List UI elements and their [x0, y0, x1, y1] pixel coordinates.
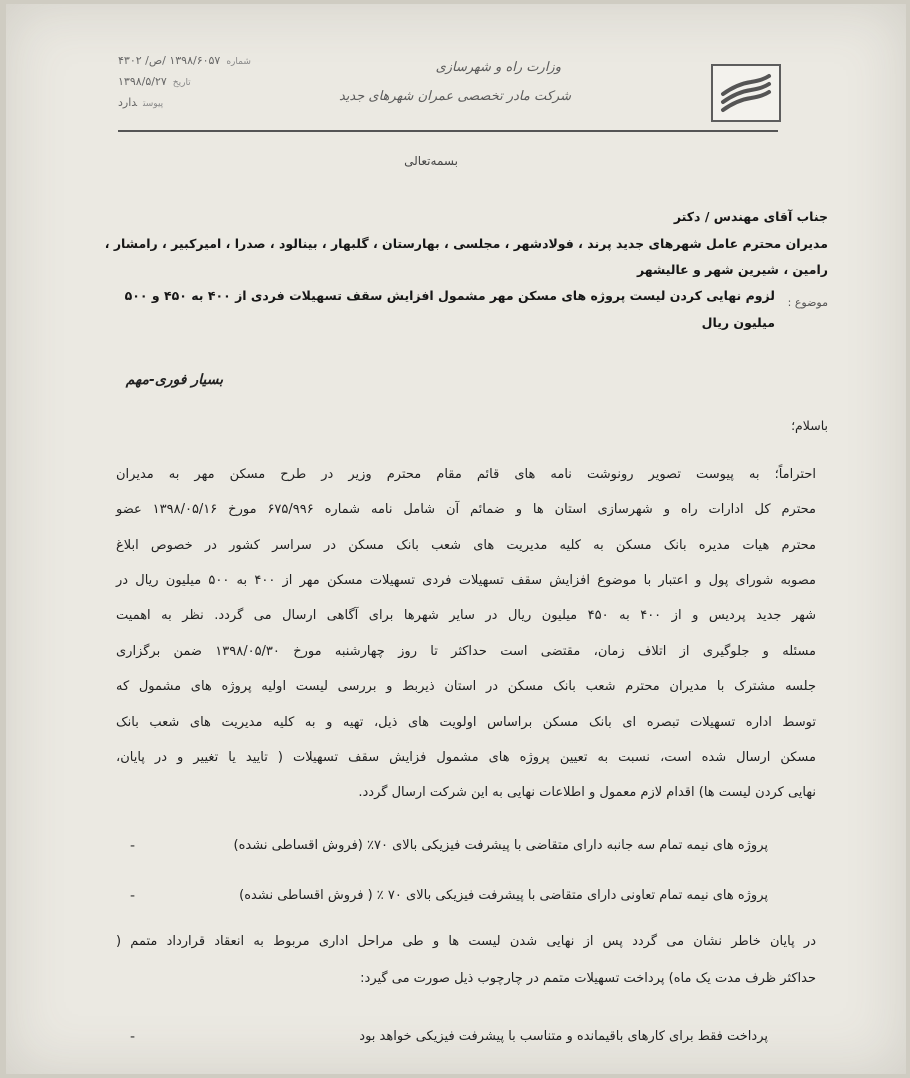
recipient-list: مدیران محترم عامل شهرهای جدید پرند ، فولادشهر ، مجلسی ، بهارستان ، گلبهار ، بینالود ، صدرا ، امیرکبیر ، رامشار ،	[104, 236, 828, 251]
closing-line: در پایان خاطر نشان می گردد پس از نهایی شدن لیست ها و طی مراحل اداری مربوط به انعقاد قرارداد متمم (	[116, 934, 816, 949]
ministry-name: وزارت راه و شهرسازی	[435, 60, 561, 75]
letter-number	[118, 54, 251, 67]
body-line: توسط اداره تسهیلات تبصره ای بانک مسکن براساس اولویت های ذیل، تهیه و به کلیه مدیریت های شعب بانک	[116, 715, 816, 730]
body-line: مصوبه شورای پول و اعتبار با موضوع افزایش سقف تسهیلات فردی تسهیلات مسکن مهر از ۴۰۰ به ۵۰۰ میلیون ریال در	[116, 573, 816, 588]
bullet-dash: -	[130, 1029, 136, 1045]
body-line: جلسه مشترک با مدیران محترم شعب بانک مسکن در استان ذیربط و بررسی لیست اولیه پروژه های مشمول که	[116, 679, 816, 694]
closing-line: حداکثر ظرف مدت یک ماه) پرداخت تسهیلات متمم در چارچوب ذیل صورت می گیرد:	[360, 971, 816, 986]
subject-label: موضوع :	[787, 296, 828, 309]
letter-number-label: شماره	[226, 57, 251, 67]
letter-date-label: تاریخ	[172, 78, 191, 88]
body-line: شهر جدید پردیس و از ۴۰۰ به ۴۵۰ میلیون ریال در سایر شهرها برای آگاهی ارسال می گردد. نظر به اهمیت	[116, 608, 816, 623]
bullet-dash: -	[130, 838, 136, 854]
urgency-note: بسیار فوری-مهم	[125, 372, 223, 388]
body-line: مسکن ارسال شده است، نسبت به تعیین پروژه های مشمول فزایش سقف تسهیلات ( تایید یا تغییر و در پایان،	[116, 750, 816, 765]
letter-date	[118, 75, 191, 88]
letter-attachment-value: دارد	[118, 96, 138, 109]
letter-attachment	[118, 96, 163, 109]
recipient-title: جناب آقای مهندس / دکتر	[673, 209, 828, 224]
recipient-list-continued: رامین ، شیرین شهر و عالیشهر	[636, 262, 828, 277]
greeting: باسلام؛	[791, 418, 828, 433]
letter-attachment-label: پیوست	[143, 99, 164, 109]
body-line: محترم کل ادارات راه و شهرسازی استان ها و ضمائم آن شامل نامه شماره ۶۷۵/۹۹۶ مورخ ۱۳۹۸/۰۵/۱۶ عضو	[116, 502, 816, 517]
bullet-dash: -	[130, 888, 136, 904]
subject-text-continued: میلیون ریال	[701, 315, 775, 330]
company-name: شرکت مادر تخصصی عمران شهرهای جدید	[338, 89, 571, 104]
letter-date-value: ۱۳۹۸/۵/۲۷	[118, 75, 167, 88]
company-logo	[711, 64, 781, 122]
subject-text: لزوم نهایی کردن لیست پروژه های مسکن مهر مشمول افزایش سقف تسهیلات فردی از ۴۰۰ به ۴۵۰ و ۵۰۰	[124, 288, 775, 303]
body-line: مسئله و جلوگیری از اتلاف زمان، مقتضی است حداکثر تا روز چهارشنبه مورخ ۱۳۹۸/۰۵/۳۰ ضمن برگزاری	[116, 644, 817, 659]
bismillah: بسمه‌تعالی	[404, 154, 458, 168]
body-line: محترم هیات مدیره بانک مسکن به کلیه مدیریت های شعب بانک مسکن در سراسر کشور در خصوص ابلاغ	[116, 538, 816, 553]
letter-number-value: ۱۳۹۸/۶۰۵۷ /ص/ ۴۳۰۲	[118, 54, 221, 67]
body-line: احتراماً؛ به پیوست تصویر رونوشت نامه های قائم مقام محترم وزیر در طرح مسکن مهر به مدیران	[116, 467, 816, 482]
priority-item: پروژه های نیمه تمام سه جانبه دارای متقاضی با پیشرفت فیزیکی بالای ۷۰٪ (فروش اقساطی نشده)	[233, 838, 768, 853]
priority-item: پروژه های نیمه تمام تعاونی دارای متقاضی با پیشرفت فیزیکی بالای ۷۰ ٪ ( فروش اقساطی نشده)	[239, 888, 768, 903]
body-line: نهایی کردن لیست ها) اقدام لازم معمول و اطلاعات نهایی به این شرکت ارسال گردد.	[358, 785, 816, 800]
company-logo-icon	[713, 66, 779, 120]
letter-page	[6, 4, 906, 1074]
payment-rule: پرداخت فقط برای کارهای باقیمانده و متناسب با پیشرفت فیزیکی خواهد بود	[359, 1029, 768, 1044]
header-divider	[118, 130, 778, 132]
